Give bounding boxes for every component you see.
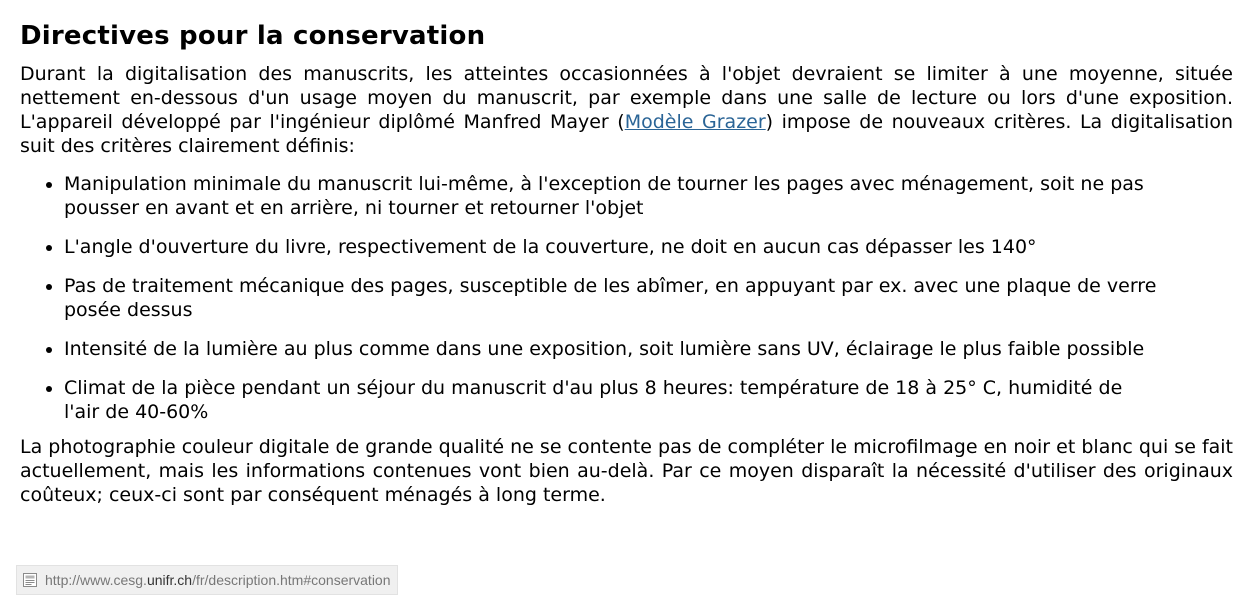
page-icon (21, 571, 39, 589)
grazer-model-link[interactable]: Modèle Grazer (624, 111, 766, 133)
intro-text-before-link: Durant la digitalisation des manuscrits, les atteintes occasionnées à l'objet devraient se limiter à une moyenne, située nettement en-dessous d'un usage moyen du manuscrit, par exemple dans une salle de lecture ou lors d'une exposition. L'appareil développé par l'ingénieur diplômé Manfred Mayer ( (20, 63, 1233, 133)
list-item: • Pas de traitement mécanique des pages, susceptible de les abîmer, en appuyant par ex. avec une plaque de verre posée dessus (64, 274, 1160, 322)
list-item: • Intensité de la lumière au plus comme dans une exposition, soit lumière sans UV, éclairage le plus faible possible (64, 337, 1160, 361)
status-url-suffix: /fr/description.htm#conservation (192, 572, 391, 588)
status-url-prefix: http://www.cesg. (45, 572, 147, 588)
conclusion-paragraph: La photographie couleur digitale de grande qualité ne se contente pas de compléter le microfilmage en noir et blanc qui se fait actuellement, mais les informations contenues vont bien au-delà. Par ce moyen disparaît la nécessité d'utiliser des originaux coûteux; ceux-ci sont par conséquent ménagés à long terme. (20, 436, 1233, 506)
list-item: • Climat de la pièce pendant un séjour du manuscrit d'au plus 8 heures: température de 18 à 25° C, humidité de l'air de 40-60% (64, 376, 1160, 424)
list-item: • Manipulation minimale du manuscrit lui-même, à l'exception de tourner les pages avec ménagement, soit ne pas pousser en avant et en arrière, ni tourner et retourner l'objet (64, 172, 1160, 220)
status-url-host: unifr.ch (146, 572, 193, 588)
status-bar (16, 565, 398, 595)
intro-paragraph (20, 62, 1233, 158)
list-item: • L'angle d'ouverture du livre, respectivement de la couverture, ne doit en aucun cas dépasser les 140° (64, 235, 1160, 259)
conservation-section (20, 20, 1233, 507)
status-url (45, 572, 391, 588)
criteria-list (20, 172, 1160, 424)
intro-text-after-link: ) impose de nouveaux critères. La digitalisation suit des critères clairement définis: (20, 111, 1233, 157)
section-heading: Directives pour la conservation (20, 21, 486, 51)
